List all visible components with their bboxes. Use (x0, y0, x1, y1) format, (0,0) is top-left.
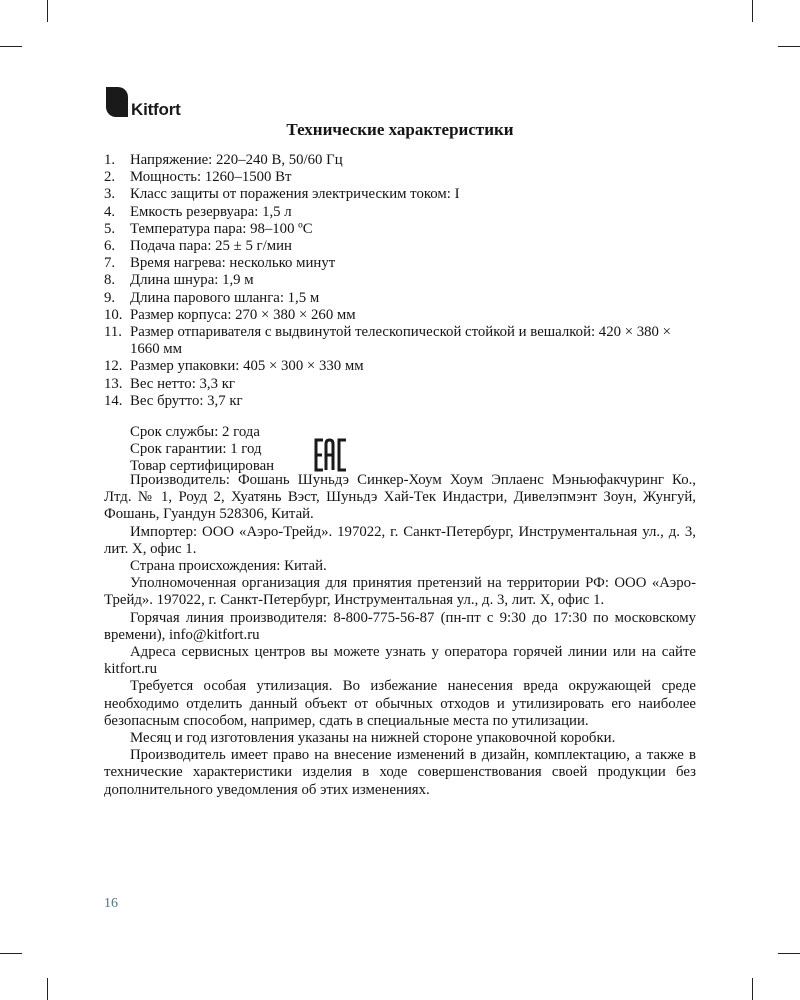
crop-mark (752, 0, 753, 22)
spec-text: Размер упаковки: 405 × 300 × 330 мм (130, 358, 364, 375)
spec-item (104, 238, 704, 255)
spec-item (104, 290, 704, 307)
spec-number: 5. (104, 220, 116, 237)
spec-item (104, 376, 704, 393)
paragraph: Производитель: Фошань Шуньдэ Синкер-Хоум Хоум Эплаенс Мэньюфакчуринг Ко., Лтд. № 1, Роуд 2, Хуатянь Вэст, Шуньдэ Хай-Тек Индастри, Дивелэпмэнт Зоун, Жунгуй, Фошань, Гуандун 528306, Китай. (104, 472, 696, 523)
spec-item (104, 307, 704, 324)
paragraph: Требуется особая утилизация. Во избежание нанесения вреда окружающей среде необходимо отделить данный объект от обычных отходов и утилизировать его наиболее безопасным способом, например, сдать в специальные места по утилизации. (104, 678, 696, 729)
paragraph: Страна происхождения: Китай. (130, 558, 327, 575)
spec-item (104, 358, 704, 375)
spec-text: Емкость резервуара: 1,5 л (130, 203, 292, 220)
spec-text: Длина шнура: 1,9 м (130, 272, 254, 289)
spec-number: 9. (104, 289, 116, 306)
crop-mark (778, 953, 800, 954)
spec-number: 13. (104, 375, 123, 392)
spec-item (104, 324, 704, 358)
crop-mark (752, 978, 753, 1000)
spec-number: 2. (104, 169, 116, 186)
spec-text: Температура пара: 98–100 ºС (130, 220, 313, 237)
spec-item (104, 272, 704, 289)
spec-text: Подача пара: 25 ± 5 г/мин (130, 238, 292, 255)
spec-number: 10. (104, 306, 123, 323)
crop-mark (47, 0, 48, 22)
spec-text: Размер отпаривателя с выдвинутой телескопической стойкой и вешалкой: 420 × 380 × 1660 мм (130, 324, 671, 358)
kitfort-logo-icon (106, 87, 128, 117)
paragraph: Адреса сервисных центров вы можете узнать у оператора горячей линии или на сайте kitfort.ru (104, 644, 696, 678)
spec-number: 8. (104, 272, 116, 289)
brand-logo (106, 82, 181, 122)
spec-item (104, 169, 704, 186)
certified: Товар сертифицирован (130, 458, 275, 475)
spec-number: 6. (104, 238, 116, 255)
spec-item (104, 204, 704, 221)
spec-text: Напряжение: 220–240 В, 50/60 Гц (130, 152, 343, 168)
spec-text: Время нагрева: несколько минут (130, 255, 336, 272)
eac-mark-icon (314, 438, 348, 472)
spec-text: Вес брутто: 3,7 кг (130, 392, 243, 409)
crop-mark (47, 978, 48, 1000)
spec-number: 12. (104, 358, 123, 375)
body-text (104, 472, 696, 799)
spec-item (104, 152, 704, 169)
spec-text: Вес нетто: 3,3 кг (130, 375, 235, 392)
warranty: Срок гарантии: 1 год (130, 441, 262, 458)
paragraph: Горячая линия производителя: 8-800-775-56-87 (пн-пт с 9:30 до 17:30 по московскому времени), info@kitfort.ru (104, 609, 696, 643)
paragraph: Месяц и год изготовления указаны на нижней стороне упаковочной коробки. (130, 730, 616, 747)
spec-number: 1. (104, 152, 116, 168)
spec-number: 11. (104, 324, 122, 341)
spec-number: 4. (104, 203, 116, 220)
brand-name: Kitfort (131, 100, 181, 119)
service-life: Срок службы: 2 года (130, 424, 260, 440)
page-number: 16 (104, 896, 118, 911)
spec-number: 7. (104, 255, 116, 272)
spec-item (104, 186, 704, 203)
spec-number: 3. (104, 186, 116, 203)
page-title: Технические характеристики (286, 120, 514, 139)
specs-list (104, 152, 704, 410)
spec-text: Класс защиты от поражения электрическим током: I (130, 186, 460, 203)
crop-mark (0, 953, 22, 954)
paragraph: Импортер: ООО «Аэро-Трейд». 197022, г. Санкт-Петербург, Инструментальная ул., д. 3, лит. Х, офис 1. (104, 523, 696, 557)
spec-text: Длина парового шланга: 1,5 м (130, 289, 320, 306)
spec-item (104, 255, 704, 272)
spec-text: Размер корпуса: 270 × 380 × 260 мм (130, 306, 356, 323)
crop-mark (0, 46, 22, 47)
info-block (104, 424, 274, 476)
paragraph: Производитель имеет право на внесение изменений в дизайн, комплектацию, а также в технические характеристики изделия в ходе совершенствования своей продукции без дополнительного уведомления об этих изменениях. (104, 747, 696, 798)
spec-number: 14. (104, 392, 123, 409)
spec-text: Мощность: 1260–1500 Вт (130, 169, 292, 186)
spec-item (104, 221, 704, 238)
paragraph: Уполномоченная организация для принятия претензий на территории РФ: ООО «Аэро-Трейд». 197022, г. Санкт-Петербург, Инструментальная ул., д. 3, лит. Х, офис 1. (104, 575, 696, 609)
crop-mark (778, 46, 800, 47)
spec-item (104, 393, 704, 410)
